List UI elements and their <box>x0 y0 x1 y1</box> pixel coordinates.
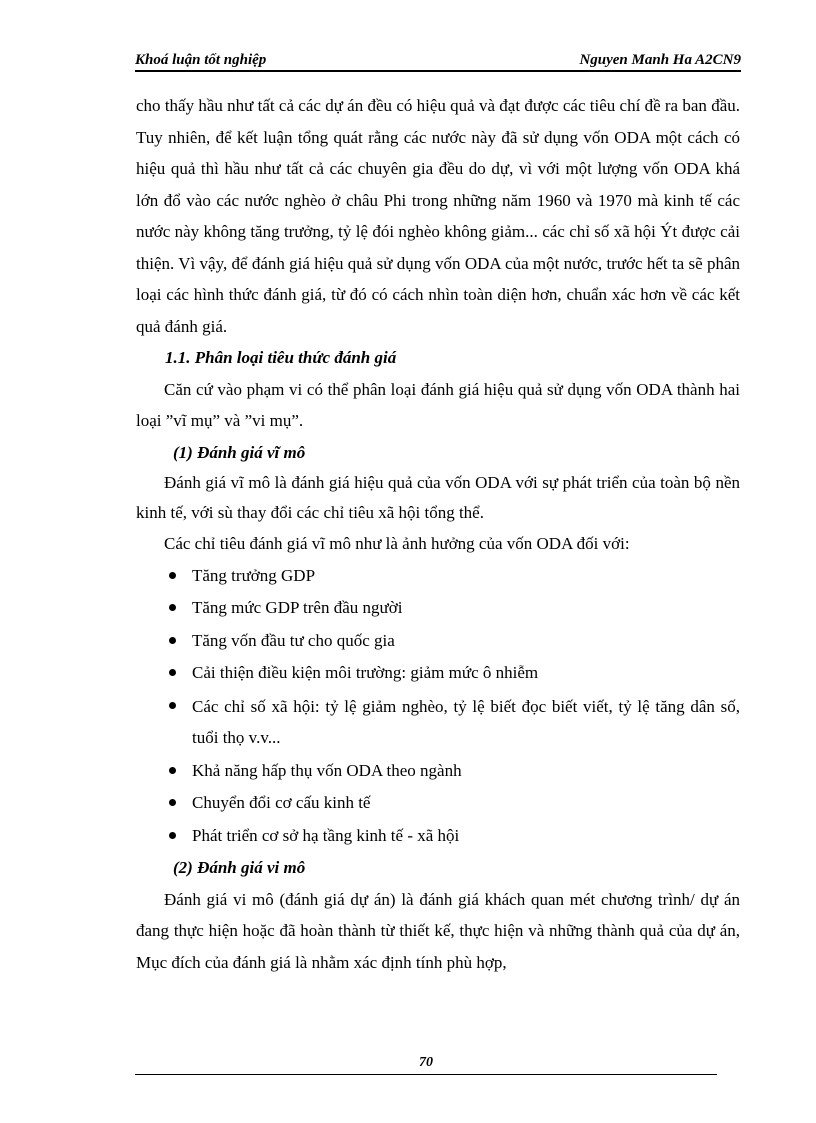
section-paragraph: Căn cứ vào phạm vi có thể phân loại đánh giá hiệu quả sử dụng vốn ODA thành hai loại ”vĩ mụ” và ”vi mụ”. <box>136 379 740 430</box>
list-item-text: Tăng vốn đầu tư cho quốc gia <box>192 630 395 650</box>
macro-paragraph: Đánh giá vĩ mô là đánh giá hiệu quả của vốn ODA với sự phát triển của toàn bộ nền kinh tế, với sù thay đổi các chỉ tiêu xã hội tổng thể. <box>136 473 740 522</box>
bullet-icon <box>169 669 176 676</box>
page-body <box>136 90 740 978</box>
micro-heading: (2) Đánh giá vi mô <box>173 858 306 877</box>
list-item-text: Tăng trưởng GDP <box>192 565 316 585</box>
bullet-icon <box>169 572 176 579</box>
page-footer <box>135 1055 717 1075</box>
bullet-icon <box>169 767 176 774</box>
list-item <box>136 690 740 755</box>
list-item <box>136 820 740 853</box>
bullet-icon <box>169 637 176 644</box>
list-item-text: Các chỉ số xã hội: tỷ lệ giảm nghèo, tỷ lệ biết đọc biết viết, tỷ lệ tăng dân số, tuổi thọ v.v... <box>192 696 740 747</box>
section-heading: 1.1. Phân loại tiêu thức đánh giá <box>165 348 397 367</box>
list-item <box>136 657 740 690</box>
list-item-text: Phát triển cơ sở hạ tầng kinh tế - xã hội <box>192 825 460 845</box>
list-item <box>136 625 740 658</box>
list-item <box>136 787 740 820</box>
criteria-intro: Các chỉ tiêu đánh giá vĩ mô như là ảnh hưởng của vốn ODA đối với: <box>164 534 630 553</box>
page-number: 70 <box>419 1055 433 1070</box>
list-item-text: Tăng mức GDP trên đầu người <box>192 598 403 617</box>
criteria-list <box>136 560 740 853</box>
list-item-text: Cải thiện điều kiện môi trường: giảm mức ô nhiễm <box>192 663 539 682</box>
list-item <box>136 592 740 625</box>
page-header <box>135 50 741 72</box>
list-item-text: Khả năng hấp thụ vốn ODA theo ngành <box>192 760 462 780</box>
header-author: Nguyen Manh Ha A2CN9 <box>579 52 741 68</box>
intro-paragraph: cho thấy hầu như tất cả các dự án đều có hiệu quả và đạt được các tiêu chí đề ra ban đầu. Tuy nhiên, để kết luận tổng quát rằng các nước này đã sử dụng vốn ODA một cách có hiệu quả thì hầu như tất cả các chuyên gia đều do dự, vì với một lượng vốn ODA khá lớn đổ vào các nước nghèo ở châu Phi trong những năm 1960 và 1970 mà kinh tế các nước này không tăng trưởng, tỷ lệ đói nghèo không giảm... các chỉ số xã hội Ýt được cải thiện. Vì vậy, để đánh giá hiệu quả sử dụng vốn ODA của một nước, trước hết ta sẽ phân loại các hình thức đánh giá, từ đó có cách nhìn toàn diện hơn, chuẩn xác hơn về các kết quả đánh giá. <box>136 96 740 336</box>
list-item <box>136 560 740 593</box>
bullet-icon <box>169 799 176 806</box>
list-item-text: Chuyển đổi cơ cấu kinh tế <box>192 793 371 812</box>
bullet-icon <box>169 604 176 611</box>
micro-paragraph: Đánh giá vi mô (đánh giá dự án) là đánh giá khách quan mét chương trình/ dự án đang thực hiện hoặc đã hoàn thành từ thiết kế, thực hiện và những thành quả của dự án, Mục đích của đánh giá là nhằm xác định tính phù hợp, <box>136 889 740 972</box>
header-thesis-title: Khoá luận tốt nghiệp <box>135 52 267 68</box>
macro-heading: (1) Đánh giá vĩ mô <box>173 442 306 462</box>
bullet-icon <box>169 702 176 709</box>
list-item <box>136 755 740 788</box>
bullet-icon <box>169 832 176 839</box>
